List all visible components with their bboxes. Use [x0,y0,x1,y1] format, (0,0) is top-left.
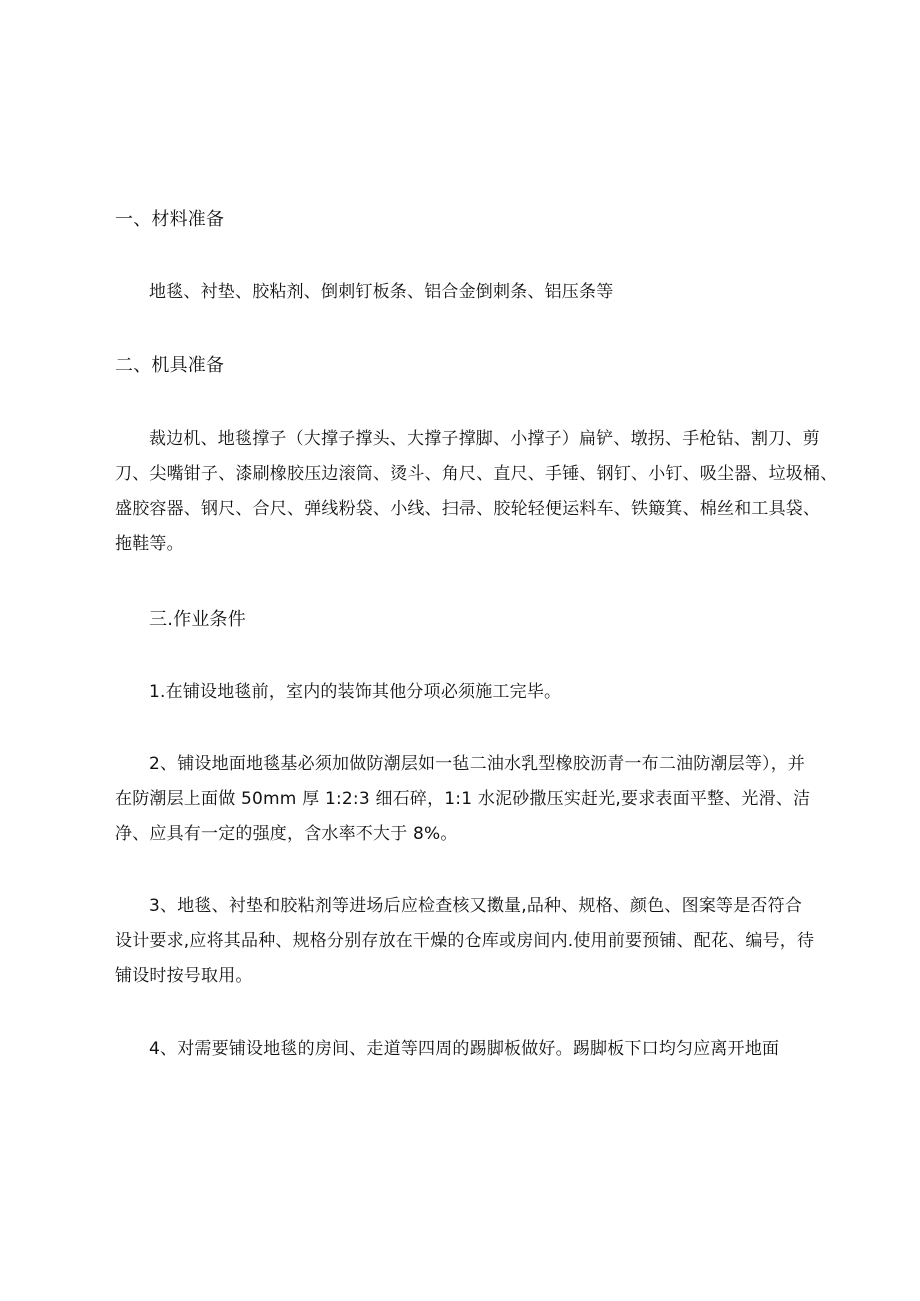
tools-line-3: 盛胶容器、钢尺、合尺、弹线粉袋、小线、扫帚、胶轮轻便运料车、铁簸箕、棉丝和工具袋、 [115,499,821,519]
condition-item-3-line-2: 设计要求,应将其品种、规格分别存放在干燥的仓库或房间内.使用前要预铺、配花、编号，待 [115,931,815,951]
condition-item-2-line-3: 净、应具有一定的强度，含水率不大于 8%。 [115,824,458,844]
section-heading-conditions: 三.作业条件 [149,609,246,630]
section-heading-materials: 一、材料准备 [115,209,225,230]
tools-line-2: 刀、尖嘴钳子、漆刷橡胶压边滚筒、烫斗、角尺、直尺、手锤、钢钉、小钉、吸尘器、垃圾桶、 [115,464,838,484]
condition-item-2-line-1: 2、铺设地面地毯基必须加做防潮层如一毡二油水乳型橡胶沥青一布二油防潮层等），并 [149,754,806,774]
materials-list: 地毯、衬垫、胶粘剂、倒刺钉板条、铝合金倒刺条、铝压条等 [149,282,614,302]
condition-item-1: 1.在铺设地毯前，室内的装饰其他分项必须施工完毕。 [149,682,562,702]
section-heading-tools: 二、机具准备 [115,355,225,376]
tools-line-4: 拖鞋等。 [115,534,184,554]
condition-item-4-line-1: 4、对需要铺设地毯的房间、走道等四周的踢脚板做好。踢脚板下口均匀应离开地面 [149,1039,780,1059]
tools-line-1: 裁边机、地毯撑子（大撑子撑头、大撑子撑脚、小撑子）扁铲、墩拐、手枪钻、割刀、剪 [149,429,820,449]
condition-item-3-line-3: 铺设时按号取用。 [115,966,253,986]
condition-item-2-line-2: 在防潮层上面做 50mm 厚 1:2:3 细石碎，1:1 水泥砂撒压实赶光,要求表面平整、光滑、洁 [115,789,811,809]
condition-item-3-line-1: 3、地毯、衬垫和胶粘剂等进场后应检查核又擞量,品种、规格、颜色、图案等是否符合 [149,896,803,916]
